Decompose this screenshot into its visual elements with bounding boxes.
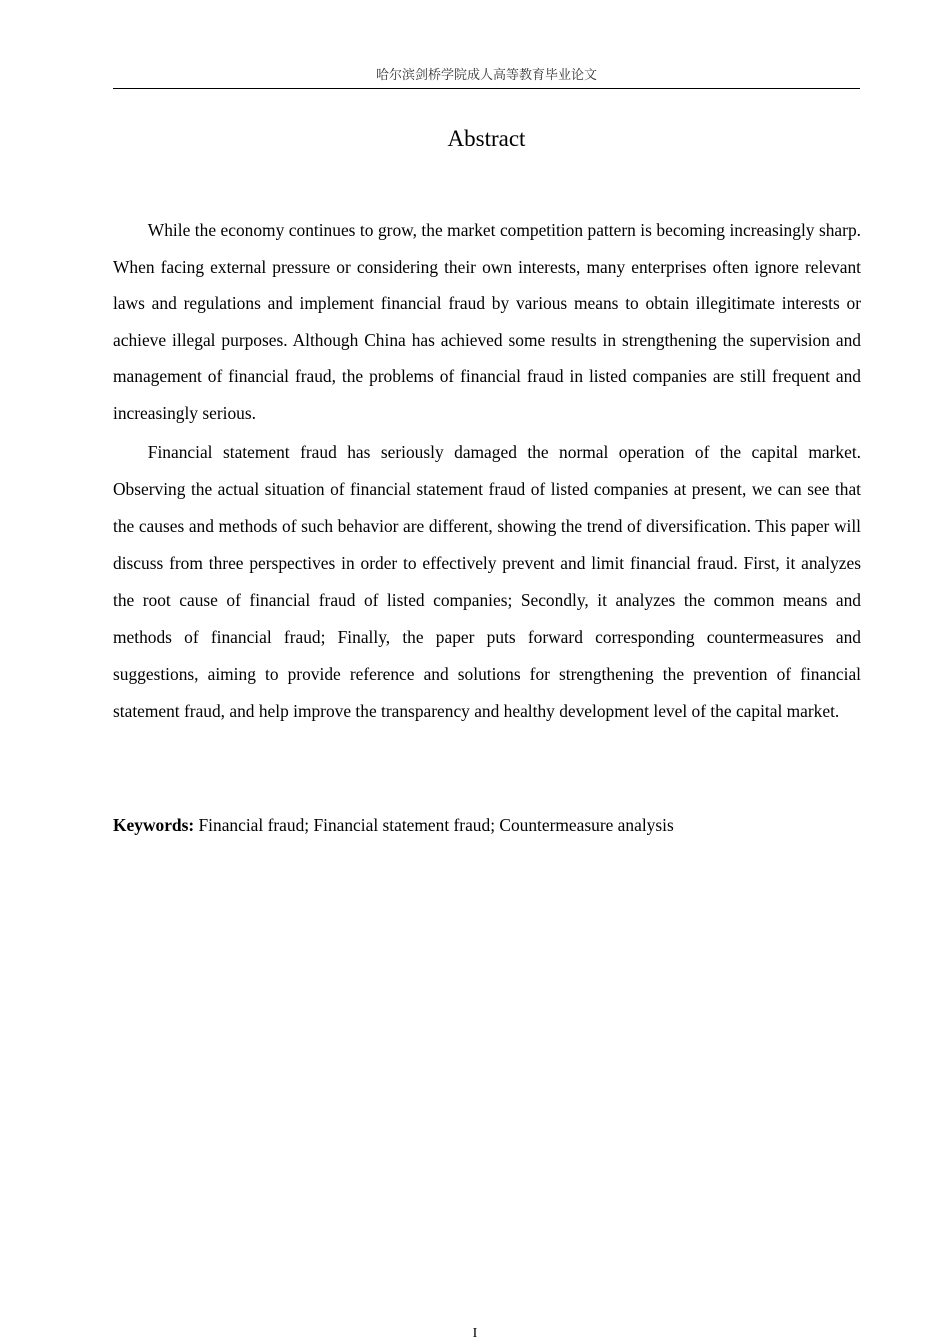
running-header bbox=[113, 66, 860, 89]
keywords-line bbox=[113, 811, 861, 839]
abstract-body bbox=[113, 212, 861, 730]
keywords-label: Keywords: bbox=[113, 815, 195, 835]
abstract-title: Abstract bbox=[447, 126, 526, 151]
keywords-list: Financial fraud; Financial statement fraud; Countermeasure analysis bbox=[198, 815, 674, 835]
abstract-paragraph-1: While the economy continues to grow, the market competition pattern is becoming increasingly sharp. When facing external pressure or considering their own interests, many enterprises often ignore relevant laws and regulations and implement financial fraud by various means to obtain illegitimate interests or achieve illegal purposes. Although China has achieved some results in strengthening the supervision and management of financial fraud, the problems of financial fraud in listed companies are still frequent and increasingly serious. bbox=[113, 220, 861, 423]
page-number: I bbox=[472, 1326, 478, 1341]
running-header-title: 哈尔滨剑桥学院成人高等教育毕业论文 bbox=[375, 68, 597, 83]
abstract-paragraph-2: Financial statement fraud has seriously damaged the normal operation of the capital market. Observing the actual situation of financial statement fraud of listed companies at present, we can see that the causes and methods of such behavior are different, showing the trend of diversification. This paper will discuss from three perspectives in order to effectively prevent and limit financial fraud. First, it analyzes the root cause of financial fraud of listed companies; Secondly, it analyzes the common means and methods of financial fraud; Finally, the paper puts forward corresponding countermeasures and suggestions, aiming to provide reference and solutions for strengthening the prevention of financial statement fraud, and help improve the transparency and healthy development level of the capital market. bbox=[113, 441, 861, 721]
